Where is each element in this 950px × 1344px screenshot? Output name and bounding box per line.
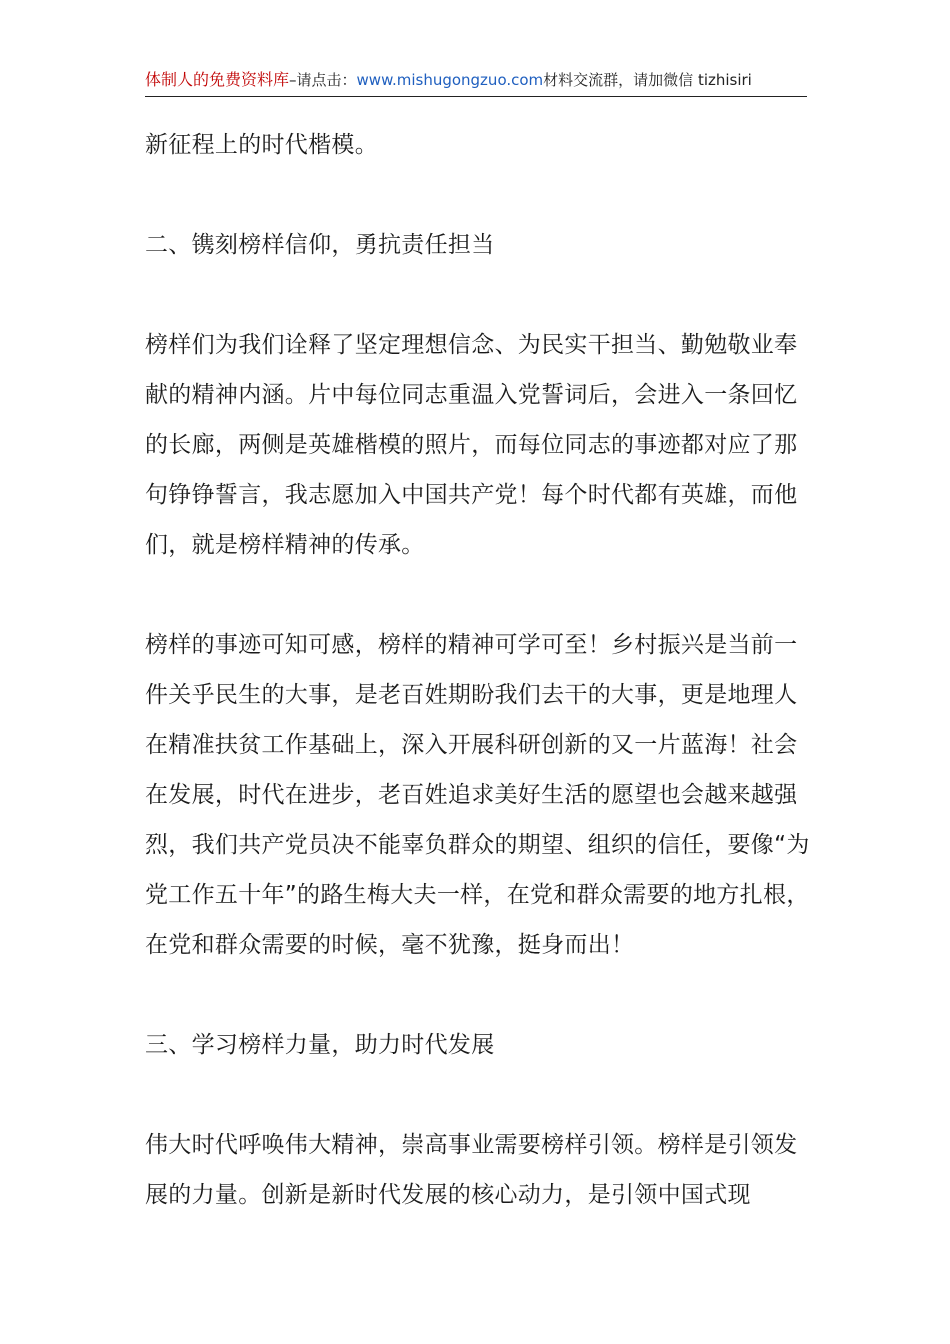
paragraph-gap bbox=[145, 270, 810, 320]
document-body bbox=[145, 120, 810, 1220]
paragraph-gap bbox=[145, 970, 810, 1020]
header-brand: 体制人的免费资料库 bbox=[145, 70, 290, 89]
header-url-link[interactable]: www.mishugongzuo.com bbox=[356, 71, 544, 89]
paragraph-1: 新征程上的时代楷模。 bbox=[145, 132, 378, 158]
paragraph-gap bbox=[145, 1070, 810, 1120]
paragraph-3: 榜样的事迹可知可感，榜样的精神可学可至！乡村振兴是当前一件关乎民生的大事，是老百姓期盼我们去干的大事，更是地理人在精准扶贫工作基础上，深入开展科研创新的又一片蓝海！社会在发展，时代在进步，老百姓追求美好生活的愿望也会越来越强烈，我们共产党员决不能辜负群众的期望、组织的信任，要像“为党工作五十年”的路生梅大夫一样，在党和群众需要的地方扎根，在党和群众需要的时候，毫不犹豫，挺身而出！ bbox=[145, 632, 810, 958]
section-heading-3: 三、学习榜样力量，助力时代发展 bbox=[145, 1032, 495, 1058]
section-heading-2: 二、镌刻榜样信仰，勇抗责任担当 bbox=[145, 232, 495, 258]
paragraph-4: 伟大时代呼唤伟大精神，崇高事业需要榜样引领。榜样是引领发展的力量。创新是新时代发展的核心动力，是引领中国式现 bbox=[145, 1132, 798, 1208]
header-prefix: –请点击： bbox=[289, 71, 357, 89]
paragraph-gap bbox=[145, 170, 810, 220]
paragraph-2: 榜样们为我们诠释了坚定理想信念、为民实干担当、勤勉敬业奉献的精神内涵。片中每位同志重温入党誓词后，会进入一条回忆的长廊，两侧是英雄楷模的照片，而每位同志的事迹都对应了那句铮铮誓言，我志愿加入中国共产党！每个时代都有英雄，而他们，就是榜样精神的传承。 bbox=[145, 332, 798, 558]
header-suffix: 材料交流群，请加微信 tizhisiri bbox=[543, 71, 752, 89]
paragraph-gap bbox=[145, 570, 810, 620]
page-header bbox=[145, 68, 807, 97]
